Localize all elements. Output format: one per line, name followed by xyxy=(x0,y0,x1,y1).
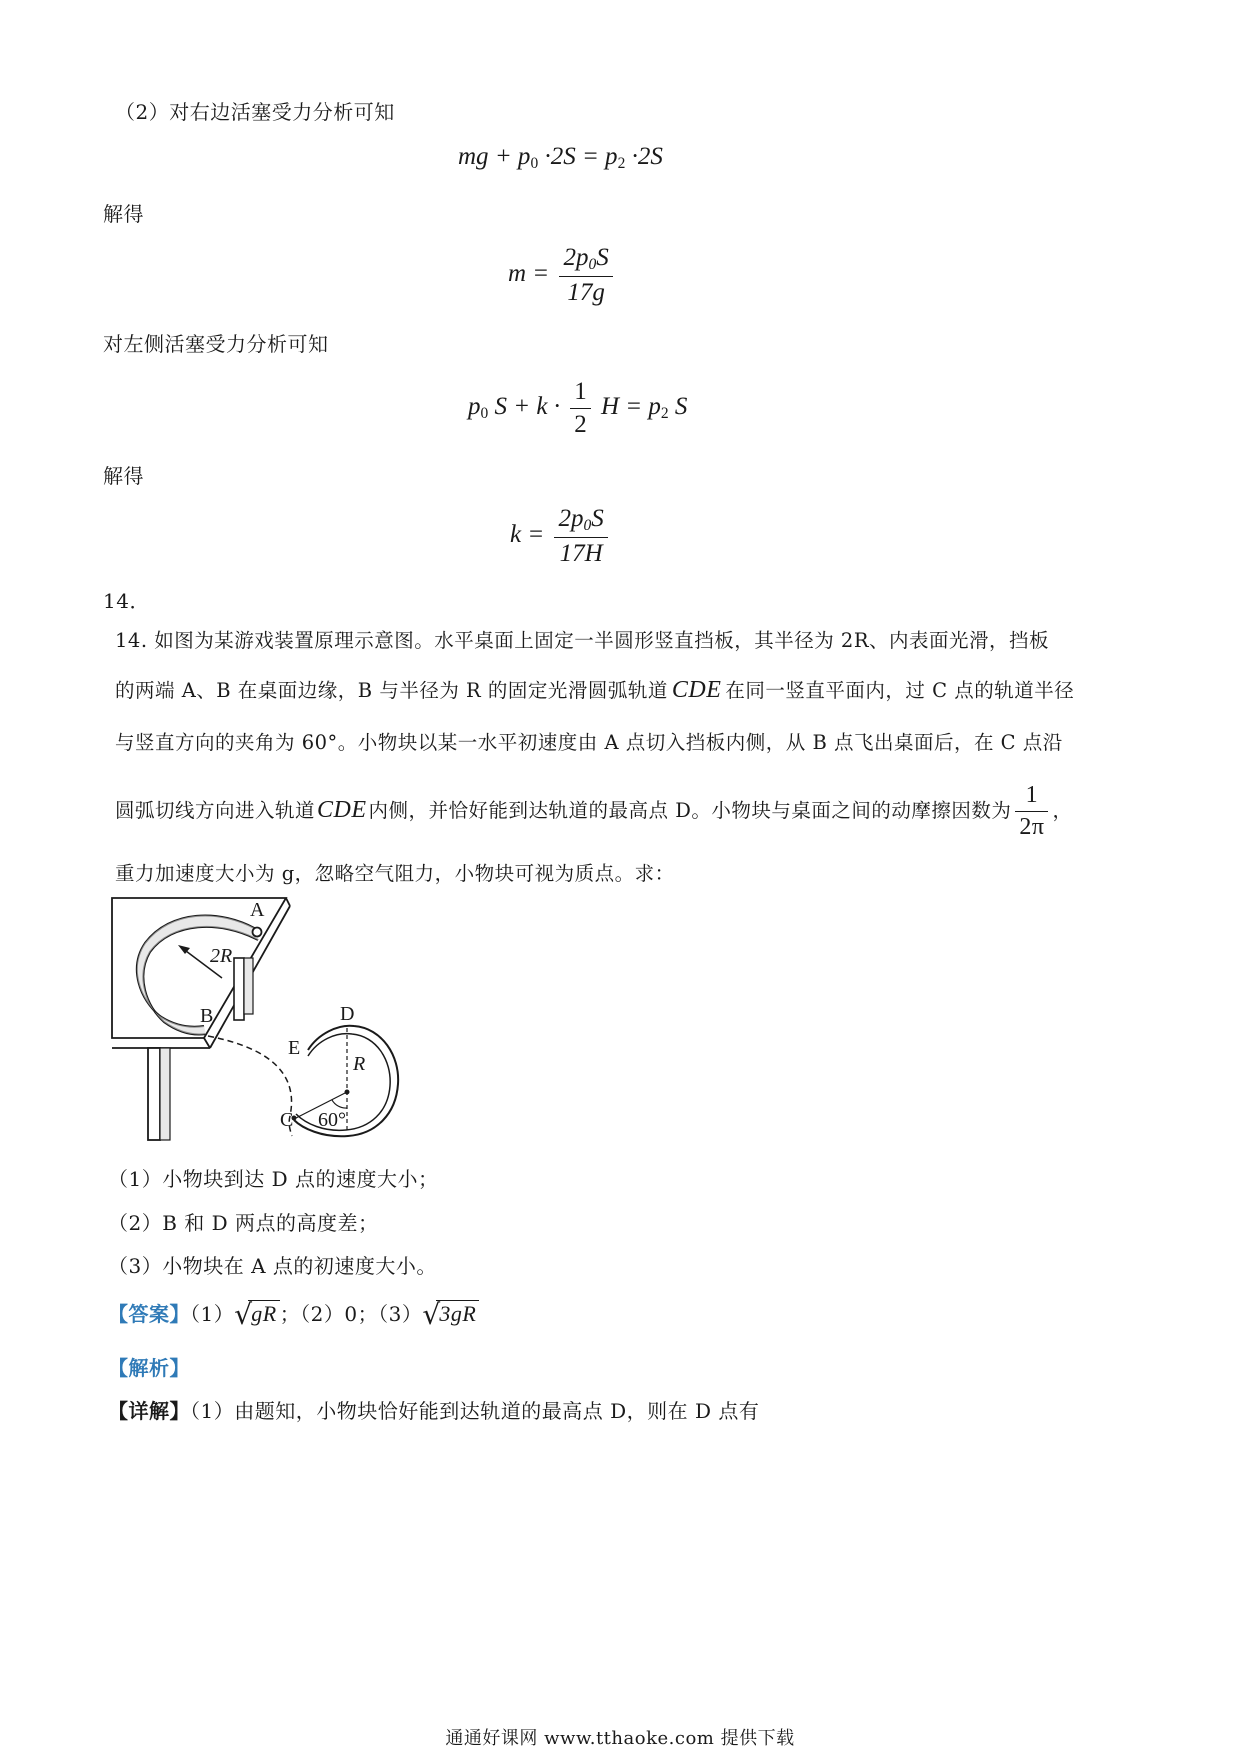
eq2-lhs: m = xyxy=(508,260,550,288)
mu-den: 2π xyxy=(1019,814,1045,840)
eq2-den: 17g xyxy=(567,279,605,306)
eq3-d: S xyxy=(674,393,688,421)
eq2-fraction xyxy=(559,244,612,307)
equation-m xyxy=(508,244,617,307)
question-line-4 xyxy=(115,782,1073,841)
answer-part-1: （1） xyxy=(190,1302,235,1326)
table-edge-corner xyxy=(286,898,290,906)
eq3-mid: S + k · xyxy=(494,393,560,421)
eq3-half xyxy=(570,378,591,439)
sqrt-gr: √ gR xyxy=(234,1301,279,1327)
equation-left-piston xyxy=(468,378,687,439)
mu-fraction xyxy=(1015,782,1048,841)
question-line-4-text: 圆弧切线方向进入轨道 xyxy=(115,799,316,822)
eq3-frac-den: 2 xyxy=(574,411,587,438)
eq4-den: 17H xyxy=(559,540,603,567)
question-line-2-tail: 在同一竖直平面内，过 C 点的轨道半径 xyxy=(725,679,1075,702)
table-corner-b xyxy=(204,1038,210,1048)
eq3-sub0: 0 xyxy=(480,405,489,423)
sqrt-3gr: √ 3gR xyxy=(422,1301,479,1327)
label-r: R xyxy=(353,1053,366,1075)
eq3-c: H = p xyxy=(600,393,661,421)
question-line-2 xyxy=(115,675,1074,704)
angle-arc-60 xyxy=(332,1100,347,1108)
question-line-2-text: 的两端 A、B 在桌面边缘，B 与半径为 R 的固定光滑圆弧轨道 xyxy=(115,679,668,702)
table-leg-front-left xyxy=(148,1048,160,1140)
sqrt-gr-radicand: gR xyxy=(248,1300,279,1326)
sub-question-2: （2）B 和 D 两点的高度差； xyxy=(108,1211,379,1235)
arc-cde-1: CDE xyxy=(671,677,722,703)
question-line-4-tail: 内侧，并恰好能到达轨道的最高点 D。小物块与桌面之间的动摩擦因数为 xyxy=(368,799,1012,822)
mu-end: ， xyxy=(1052,799,1073,822)
jiede-1: 解得 xyxy=(103,202,144,226)
eq1-p: + p xyxy=(494,143,531,170)
label-c: C xyxy=(280,1109,294,1131)
label-e: E xyxy=(288,1037,301,1059)
eq1-sub0: 0 xyxy=(530,155,539,172)
equation-right-piston xyxy=(458,143,663,173)
detail-tag: 【详解】 xyxy=(108,1399,190,1423)
answer-tag: 【答案】 xyxy=(108,1302,190,1326)
eq4-fraction xyxy=(554,505,607,568)
question-line-5: 重力加速度大小为 g，忽略空气阻力，小物块可视为质点。求： xyxy=(115,862,675,885)
eq1-rhs: ·2S xyxy=(631,143,663,170)
eq2-num-sub: 0 xyxy=(588,256,597,273)
answer-line xyxy=(108,1298,479,1331)
sqrt-3gr-radicand: 3gR xyxy=(436,1300,479,1326)
eq1-mid: ·2S = p xyxy=(544,143,618,170)
eq3-frac-num: 1 xyxy=(570,378,591,409)
eq2-num-a: 2p xyxy=(563,244,589,271)
detail-line xyxy=(108,1395,759,1424)
mu-num: 1 xyxy=(1015,782,1048,812)
eq4-num-b: S xyxy=(591,505,604,532)
answer-part-2: ；（2）0；（3） xyxy=(279,1302,423,1326)
jiede-2: 解得 xyxy=(103,464,144,488)
equation-k xyxy=(510,505,612,568)
question-line-3: 与竖直方向的夹角为 60°。小物块以某一水平初速度由 A 点切入挡板内侧，从 B 点飞出桌面后，在 C 点沿 xyxy=(115,731,1063,754)
step2-intro: （2）对右边活塞受力分析可知 xyxy=(115,100,395,124)
analysis-tag xyxy=(108,1352,190,1381)
table-leg-back-right-side xyxy=(244,958,253,1014)
eq2-num-b: S xyxy=(596,244,609,271)
eq4-lhs: k = xyxy=(510,521,545,549)
arc-cde-2: CDE xyxy=(317,797,367,823)
eq4-num-sub: 0 xyxy=(583,517,592,534)
analysis-tag-text: 【解析】 xyxy=(108,1356,190,1380)
eq1-sub2: 2 xyxy=(617,155,626,172)
eq3-p: p xyxy=(468,393,481,421)
label-b: B xyxy=(200,1005,214,1027)
label-a: A xyxy=(250,899,265,921)
label-2r: 2R xyxy=(210,945,233,967)
eq4-num-a: 2p xyxy=(558,505,584,532)
label-d: D xyxy=(340,1003,355,1025)
label-angle: 60° xyxy=(318,1109,346,1131)
track-outer-edge xyxy=(294,1026,398,1137)
eq1-mg: mg xyxy=(458,143,489,170)
game-device-figure xyxy=(100,888,460,1158)
question-line-1: 14. 如图为某游戏装置原理示意图。水平桌面上固定一半圆形竖直挡板，其半径为 2R、内表面光滑，挡板 xyxy=(115,629,1049,652)
left-piston-intro: 对左侧活塞受力分析可知 xyxy=(103,332,329,356)
detail-text: （1）由题知，小物块恰好能到达轨道的最高点 D，则在 D 点有 xyxy=(190,1399,760,1423)
table-leg-front-left-side xyxy=(160,1048,170,1140)
point-a-marker xyxy=(253,928,262,937)
eq3-sub2: 2 xyxy=(660,405,669,423)
sub-question-1: （1）小物块到达 D 点的速度大小； xyxy=(108,1167,439,1191)
question-number: 14． xyxy=(103,589,150,613)
page-footer: 通通好课网 www.tthaoke.com 提供下载 xyxy=(445,1728,795,1749)
table-leg-back-right xyxy=(234,958,244,1020)
sub-question-3: （3）小物块在 A 点的初速度大小。 xyxy=(108,1254,437,1278)
